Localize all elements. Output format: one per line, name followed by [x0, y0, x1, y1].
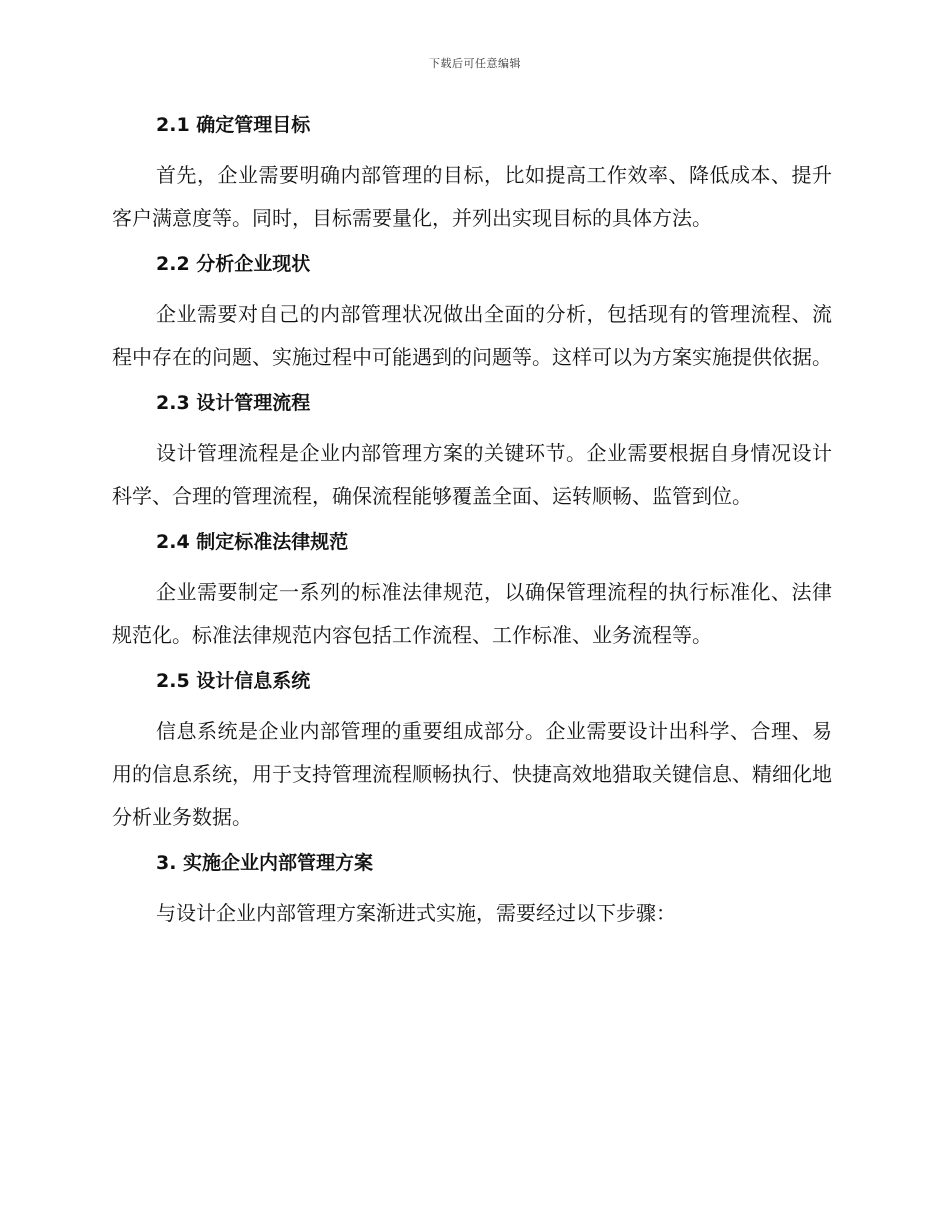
section-paragraph: 与设计企业内部管理方案渐进式实施，需要经过以下步骤：: [156, 901, 676, 925]
section-2-5: [112, 664, 832, 839]
section-paragraph: 设计管理流程是企业内部管理方案的关键环节。企业需要根据自身情况设计科学、合理的管理流程，确保流程能够覆盖全面、运转顺畅、监管到位。: [112, 441, 832, 508]
section-heading: 3. 实施企业内部管理方案: [156, 852, 374, 874]
section-2-3: [112, 386, 832, 518]
section-2-1: [112, 108, 832, 240]
section-heading: 2.5 设计信息系统: [156, 670, 311, 692]
document-body: [112, 104, 832, 942]
section-3: [112, 846, 832, 935]
section-paragraph: 企业需要制定一系列的标准法律规范，以确保管理流程的执行标准化、法律规范化。标准法律规范内容包括工作流程、工作标准、业务流程等。: [112, 580, 832, 647]
section-heading: 2.3 设计管理流程: [156, 392, 311, 414]
section-2-4: [112, 525, 832, 657]
section-paragraph: 首先，企业需要明确内部管理的目标，比如提高工作效率、降低成本、提升客户满意度等。同时，目标需要量化，并列出实现目标的具体方法。: [112, 163, 832, 230]
section-heading: 2.2 分析企业现状: [156, 253, 311, 275]
section-heading: 2.4 制定标准法律规范: [156, 531, 349, 553]
section-paragraph: 企业需要对自己的内部管理状况做出全面的分析，包括现有的管理流程、流程中存在的问题、实施过程中可能遇到的问题等。这样可以为方案实施提供依据。: [112, 302, 832, 369]
section-heading: 2.1 确定管理目标: [156, 114, 311, 136]
section-2-2: [112, 247, 832, 379]
section-paragraph: 信息系统是企业内部管理的重要组成部分。企业需要设计出科学、合理、易用的信息系统，用于支持管理流程顺畅执行、快捷高效地猎取关键信息、精细化地分析业务数据。: [112, 719, 832, 829]
page-header: 下载后可任意编辑: [429, 57, 521, 70]
